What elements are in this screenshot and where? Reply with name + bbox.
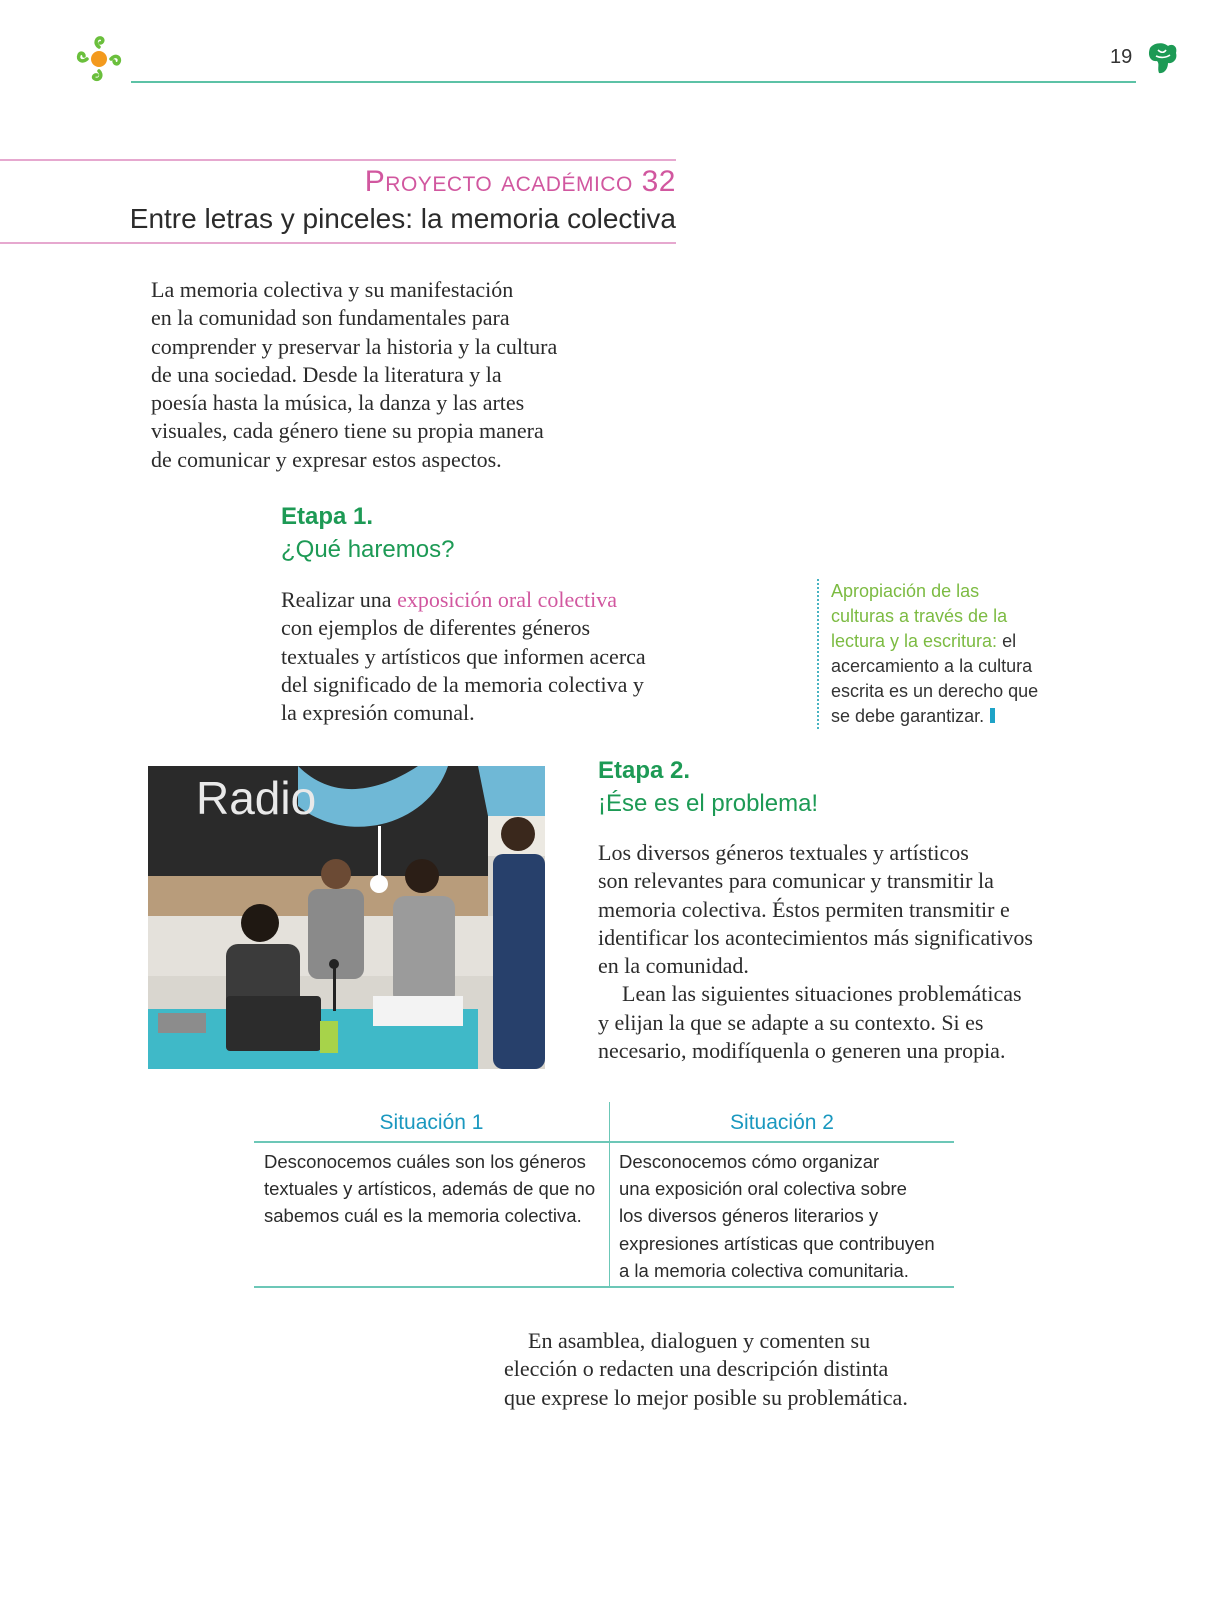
intro-paragraph xyxy=(151,276,557,474)
stage2-line: memoria colectiva. Éstos permiten transmitir e xyxy=(598,896,1010,922)
stage1-heading xyxy=(281,500,454,566)
sidebar-line xyxy=(831,629,1038,654)
closing-line: que exprese lo mejor posible su problemática. xyxy=(504,1384,908,1410)
intro-line: La memoria colectiva y su manifestación xyxy=(151,277,514,302)
situation-line: a la memoria colectiva comunitaria. xyxy=(619,1259,909,1281)
stage1-line: la expresión comunal. xyxy=(281,700,475,726)
stage2-line: en la comunidad. xyxy=(598,953,749,979)
sidebar-note xyxy=(817,579,1038,729)
closing-line: En asamblea, dialoguen y comenten su xyxy=(528,1328,871,1353)
sidebar-line xyxy=(831,704,1038,729)
closing-line: elección o redacten una descripción distinta xyxy=(504,1356,889,1382)
stage1-line: del significado de la memoria colectiva y xyxy=(281,671,644,697)
intro-line: de una sociedad. Desde la literatura y la xyxy=(151,361,502,387)
situations-table xyxy=(254,1102,954,1287)
intro-line: de comunicar y expresar estos aspectos. xyxy=(151,446,502,472)
situation-1-title: Situación 1 xyxy=(379,1111,484,1134)
situation-line: una exposición oral colectiva sobre xyxy=(619,1178,907,1200)
stage1-line: con ejemplos de diferentes géneros xyxy=(281,615,591,641)
situation-line: expresiones artísticas que contribuyen xyxy=(619,1232,935,1254)
stage2-paragraph xyxy=(598,839,1033,1065)
stage2-number: Etapa 2. xyxy=(598,757,691,784)
stage2-line: Lean las siguientes situaciones problemáticas xyxy=(622,981,1022,1007)
stage2-line: necesario, modifíquenla o generen una propia. xyxy=(598,1038,1006,1064)
stage1-line: textuales y artísticos que informen acerca xyxy=(281,643,646,669)
stage2-question: ¡Ése es el problema! xyxy=(598,790,819,817)
situation-2-title: Situación 2 xyxy=(730,1111,834,1134)
sidebar-highlight-line: culturas a través de la xyxy=(831,606,1008,626)
title-rule-bottom xyxy=(0,242,676,244)
situation-2-text xyxy=(619,1148,935,1284)
situation-line: textuales y artísticos, además de que no xyxy=(264,1178,596,1200)
stage2-line: identificar los acontecimientos más significativos xyxy=(598,924,1033,950)
sidebar-rest-first: el xyxy=(997,631,1017,651)
table-divider-bottom xyxy=(254,1286,954,1288)
situation-line: sabemos cuál es la memoria colectiva. xyxy=(264,1205,582,1227)
stage1-highlight: exposición oral colectiva xyxy=(397,587,617,612)
stage1-line-prefix: Realizar una xyxy=(281,587,398,612)
situation-line: los diversos géneros literarios y xyxy=(619,1205,879,1227)
project-label: Proyecto académico 32 xyxy=(364,165,676,198)
sidebar-last-line: se debe garantizar. xyxy=(831,706,985,726)
stage2-heading xyxy=(598,754,818,820)
intro-line: visuales, cada género tiene su propia manera xyxy=(151,418,544,444)
situation-line: Desconocemos cuáles son los géneros xyxy=(264,1151,586,1172)
radio-station-photo xyxy=(148,766,545,1069)
banner-text: Radio xyxy=(196,772,317,824)
leaf-emblem-icon xyxy=(1144,40,1180,76)
stage1-number: Etapa 1. xyxy=(281,503,374,530)
situation-1-text xyxy=(264,1148,595,1230)
intro-line: en la comunidad son fundamentales para xyxy=(151,305,510,331)
sidebar-line: escrita es un derecho que xyxy=(831,681,1039,701)
table-divider-header xyxy=(254,1141,954,1143)
intro-line: comprender y preservar la historia y la cultura xyxy=(151,333,558,359)
stage2-line: y elijan la que se adapte a su contexto. Si es xyxy=(598,1009,984,1035)
stage2-line: Los diversos géneros textuales y artísticos xyxy=(598,840,969,865)
page-number: 19 xyxy=(1110,46,1133,68)
intro-line: poesía hasta la música, la danza y las artes xyxy=(151,390,525,416)
header-rule xyxy=(131,81,1136,83)
situation-line: Desconocemos cómo organizar xyxy=(619,1151,880,1172)
end-mark-icon xyxy=(990,708,995,723)
closing-paragraph xyxy=(504,1327,908,1412)
stage1-line xyxy=(281,586,646,614)
stage1-paragraph xyxy=(281,586,646,727)
sidebar-highlight-line: Apropiación de las xyxy=(831,581,980,601)
title-rule-top xyxy=(0,159,676,161)
project-title: Entre letras y pinceles: la memoria colectiva xyxy=(129,203,676,234)
stage1-question: ¿Qué haremos? xyxy=(281,536,455,563)
stage2-line: son relevantes para comunicar y transmitir la xyxy=(598,868,994,894)
sidebar-highlight-last: lectura y la escritura: xyxy=(831,631,998,651)
flower-logo-icon xyxy=(74,34,124,84)
sidebar-line: acercamiento a la cultura xyxy=(831,656,1033,676)
